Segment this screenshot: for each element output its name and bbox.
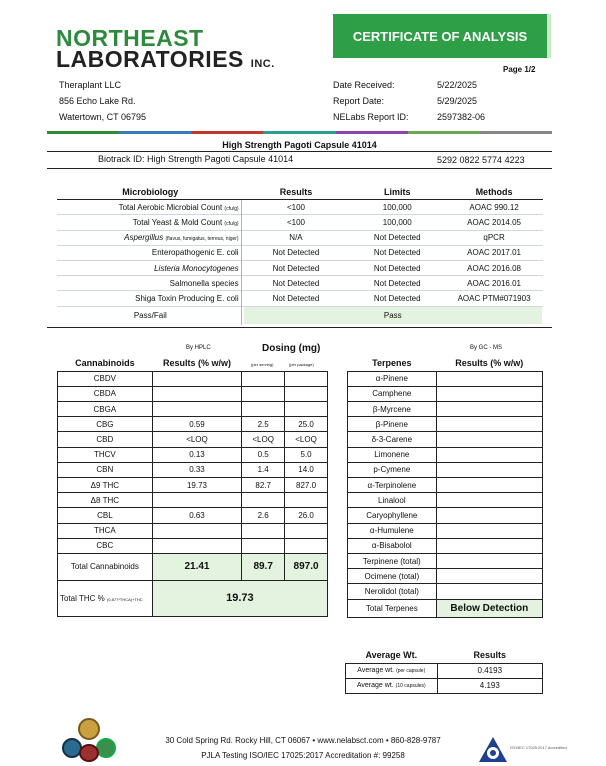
report-date-label: Report Date: — [333, 96, 385, 106]
table-row: CBDA — [58, 386, 328, 401]
table-row: Δ8 THC — [58, 493, 328, 508]
table-row: Average wt. (10 capsules) 4.193 — [346, 678, 543, 693]
logo-line2: LABORATORIES INC. — [56, 46, 275, 72]
col-header: Methods — [446, 185, 543, 200]
divider — [47, 327, 552, 328]
table-row: CBC — [58, 538, 328, 553]
coa-banner: CERTIFICATE OF ANALYSIS — [333, 14, 551, 58]
color-stripe — [47, 131, 552, 134]
table-row: Listeria Monocytogenes Not Detected Not Detected AOAC 2016.08 — [58, 260, 543, 275]
table-row: THCA — [58, 523, 328, 538]
divider — [241, 200, 242, 325]
table-row: Camphene — [348, 386, 543, 401]
client-city: Watertown, CT 06795 — [59, 112, 147, 122]
report-id-value: 2597382-06 — [437, 112, 486, 122]
date-received-label: Date Received: — [333, 80, 395, 90]
table-row: Enteropathogenic E. coli Not Detected Not Detected AOAC 2017.01 — [58, 245, 543, 260]
table-row: CBN 0.33 1.4 14.0 — [58, 462, 328, 477]
passfail-row — [58, 306, 543, 324]
col-header: Cannabinoids — [58, 356, 153, 371]
col-header: Terpenes — [348, 356, 437, 371]
total-cannabinoids-row: Total Cannabinoids 21.41 89.7 897.0 — [58, 553, 328, 580]
table-row: Shiga Toxin Producing E. coli Not Detected Not Detected AOAC PTM#071903 — [58, 291, 543, 306]
table-row: Average wt. (per capsule) 0.4193 — [346, 663, 543, 678]
client-street: 856 Echo Lake Rd. — [59, 96, 136, 106]
table-row: p-Cymene — [348, 462, 543, 477]
table-row: THCV 0.13 0.5 5.0 — [58, 447, 328, 462]
per-package: (per package) — [289, 362, 314, 367]
cannabinoids-table — [57, 356, 328, 617]
table-row: α-Humulene — [348, 523, 543, 538]
table-row: α-Pinene — [348, 371, 543, 386]
per-serving: (per serving) — [251, 362, 274, 367]
terpenes-table — [347, 356, 543, 618]
total-thc-row: Total THC % (0.877*THCA)+THC 19.73 — [58, 580, 328, 616]
table-row: Nerolidol (total) — [348, 584, 543, 599]
table-row: CBG 0.59 2.5 25.0 — [58, 417, 328, 432]
col-header: Results — [437, 648, 542, 663]
iso-badge: ISO/IEC 17025:2017 Accredited — [510, 745, 567, 750]
table-row: Terpinene (total) — [348, 553, 543, 568]
col-header: Results (% w/w) — [152, 356, 242, 371]
footer-accreditation: PJLA Testing ISO/IEC 17025:2017 Accreditation #: 99258 — [201, 751, 405, 760]
dosing-title: Dosing (mg) — [262, 343, 321, 354]
table-row: Caryophyllene — [348, 508, 543, 523]
table-row: CBDV — [58, 371, 328, 386]
passfail-label: Pass/Fail — [58, 306, 244, 324]
table-row: β-Myrcene — [348, 402, 543, 417]
biotrack-id: Biotrack ID: High Strength Pagoti Capsule 41014 — [98, 154, 294, 164]
table-row: Aspergillus (flavus, fumigatus, terreus, niger) N/A Not Detected qPCR — [58, 230, 543, 245]
passfail-value: Pass — [243, 306, 542, 324]
col-header: Limits — [349, 185, 446, 200]
table-row: CBL 0.63 2.6 26.0 — [58, 508, 328, 523]
table-row: Total Yeast & Mold Count (cfu/g) <100 100,000 AOAC 2014.05 — [58, 215, 543, 230]
col-header: Microbiology — [58, 185, 244, 200]
table-row: CBD <LOQ <LOQ <LOQ — [58, 432, 328, 447]
table-row: Limonene — [348, 447, 543, 462]
biotrack-number: 5292 0822 5774 4223 — [437, 155, 525, 165]
date-received-value: 5/22/2025 — [437, 80, 478, 90]
table-row: Total Aerobic Microbial Count (cfu/g) <100 100,000 AOAC 990.12 — [58, 200, 543, 215]
client-name: Theraplant LLC — [59, 80, 122, 90]
table-row: Δ9 THC 19.73 82.7 827.0 — [58, 478, 328, 493]
pjla-logo — [478, 735, 508, 763]
microbiology-table — [57, 184, 543, 325]
table-row: Ocimene (total) — [348, 569, 543, 584]
logo-line1: NORTHEAST — [56, 25, 204, 51]
report-date-value: 5/29/2025 — [437, 96, 478, 106]
col-header: Results (% w/w) — [436, 356, 542, 371]
by-gcms: By GC - MS — [470, 345, 503, 351]
table-row: α-Bisabolol — [348, 538, 543, 553]
page-number: Page 1/2 — [503, 65, 536, 74]
table-row: α-Terpinolene — [348, 478, 543, 493]
col-header: Results — [243, 185, 349, 200]
divider — [47, 151, 552, 152]
table-row: Salmonella species Not Detected Not Detected AOAC 2016.01 — [58, 276, 543, 291]
footer-address: 30 Cold Spring Rd. Rocky Hill, CT 06067 • www.nelabsct.com • 860-828-9787 — [165, 736, 441, 745]
by-hplc: By HPLC — [186, 345, 211, 351]
divider — [47, 168, 552, 169]
product-title: High Strength Pagoti Capsule 41014 — [222, 140, 377, 150]
table-row: CBGA — [58, 402, 328, 417]
table-row: Linalool — [348, 493, 543, 508]
col-header: Average Wt. — [346, 648, 438, 663]
table-row: δ-3-Carene — [348, 432, 543, 447]
report-id-label: NELabs Report ID: — [333, 112, 409, 122]
total-terpenes-row: Total Terpenes Below Detection — [348, 599, 543, 617]
table-row: β-Pinene — [348, 417, 543, 432]
average-weight-table — [345, 648, 543, 694]
